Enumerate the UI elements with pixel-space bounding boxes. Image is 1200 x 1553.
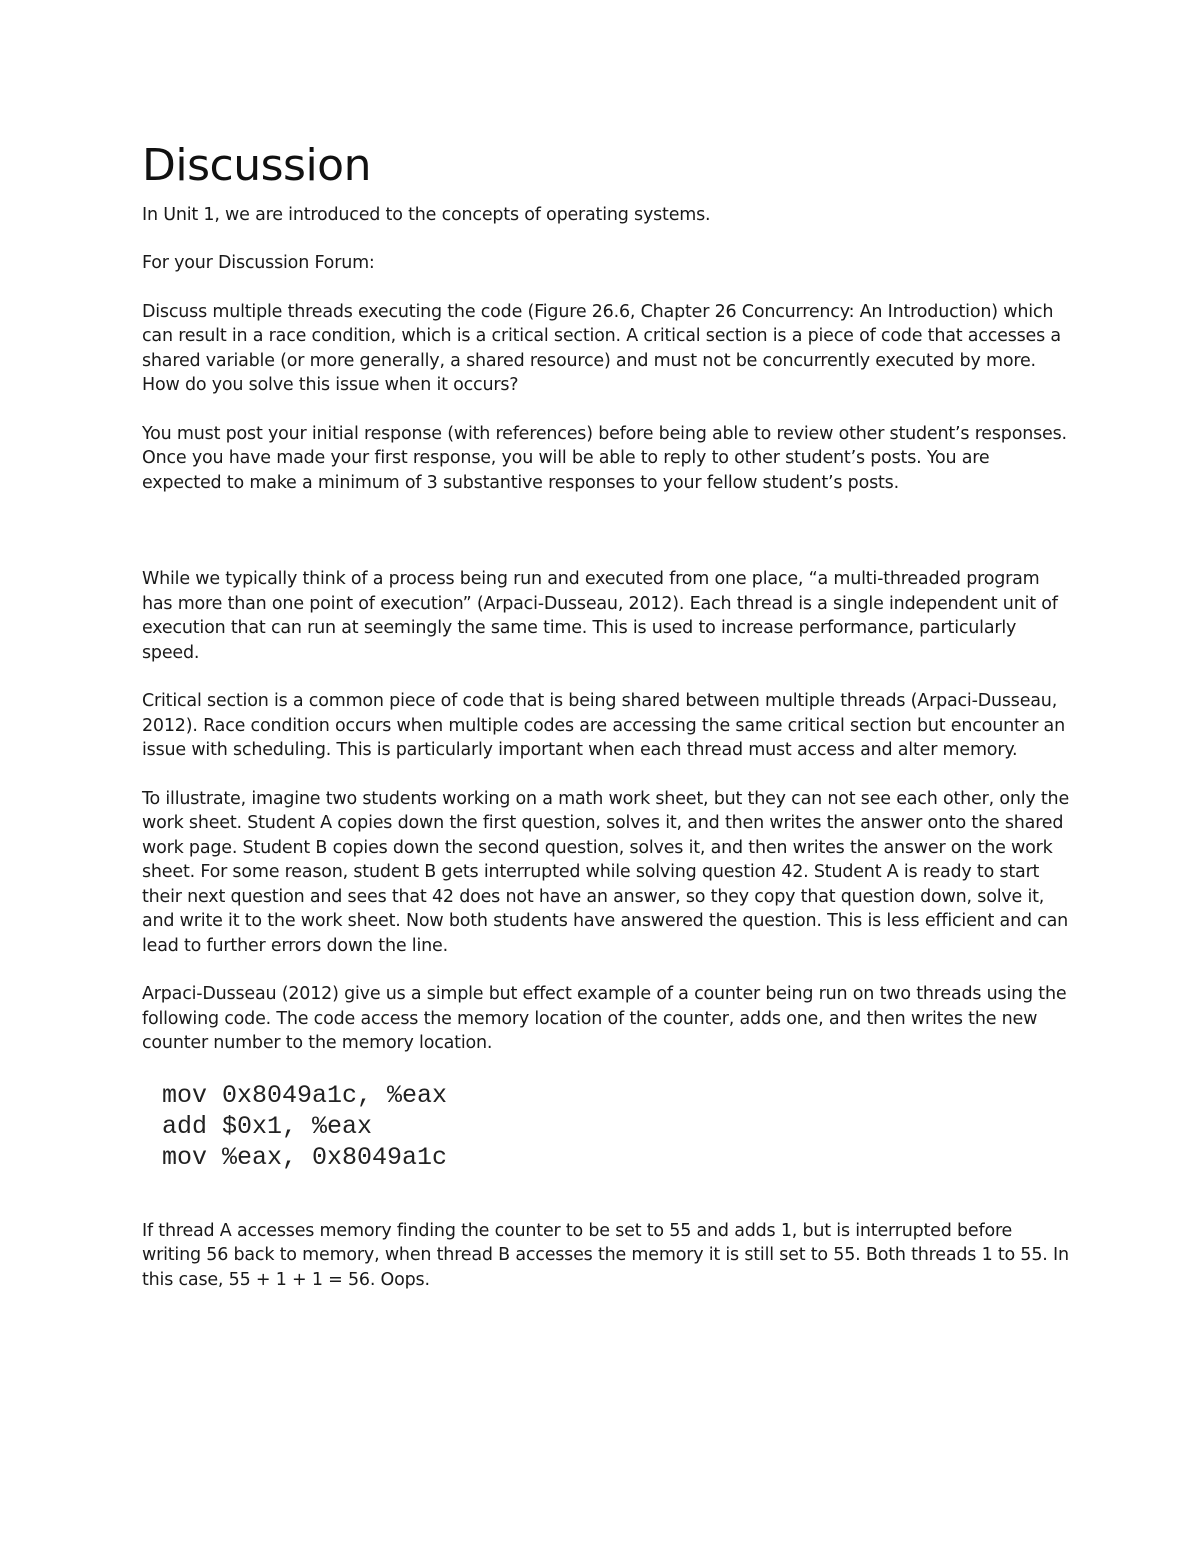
response-paragraph-1: While we typically think of a process being run and executed from one place, “a multi-threaded program has more than one point of execution” (Arpaci-Dusseau, 2012). Each thread is a single independent unit of execution that can run at seemingly the same time. This is used to increase performance, particularly speed. xyxy=(142,569,1058,663)
code-line: add $0x1, %eax xyxy=(162,1111,373,1141)
document-page xyxy=(142,140,1072,1316)
instructions-paragraph: You must post your initial response (with references) before being able to review other student’s responses. Once you have made your first response, you will be able to reply to other student’s posts. You are expected to make a minimum of 3 substantive responses to your fellow student’s posts. xyxy=(142,423,1067,493)
code-block xyxy=(162,1080,1072,1173)
prompt-paragraph: Discuss multiple threads executing the code (Figure 26.6, Chapter 26 Concurrency: An Introduction) which can result in a race condition, which is a critical section. A critical section is a piece of code that accesses a shared variable (or more generally, a shared resource) and must not be concurrently executed by more. How do you solve this issue when it occurs? xyxy=(142,301,1061,396)
response-paragraph-2: Critical section is a common piece of code that is being shared between multiple threads (Arpaci-Dusseau, 2012). Race condition occurs when multiple codes are accessing the same critical section but encounter an issue with scheduling. This is particularly important when each thread must access and alter memory. xyxy=(142,691,1065,761)
intro-paragraph: In Unit 1, we are introduced to the concepts of operating systems. xyxy=(142,204,711,225)
response-paragraph-3: To illustrate, imagine two students working on a math work sheet, but they can not see each other, only the work sheet. Student A copies down the first question, solves it, and then writes the answer onto the shared work page. Student B copies down the second question, solves it, and then writes the answer on the work sheet. For some reason, student B gets interrupted while solving question 42. Student A is ready to start their next question and sees that 42 does not have an answer, so they copy that question down, solve it, and write it to the work sheet. Now both students have answered the question. This is less efficient and can lead to further errors down the line. xyxy=(142,788,1070,956)
page-title: Discussion xyxy=(142,140,371,191)
forum-label: For your Discussion Forum: xyxy=(142,253,375,274)
response-paragraph-4: Arpaci-Dusseau (2012) give us a simple but effect example of a counter being run on two threads using the following code. The code access the memory location of the counter, adds one, and then writes the new counter number to the memory location. xyxy=(142,984,1067,1054)
conclusion-paragraph: If thread A accesses memory finding the counter to be set to 55 and adds 1, but is interrupted before writing 56 back to memory, when thread B accesses the memory it is still set to 55. Both threads 1 to 55. In this case, 55 + 1 + 1 = 56. Oops. xyxy=(142,1220,1069,1290)
code-line: mov 0x8049a1c, %eax xyxy=(162,1080,448,1110)
code-line: mov %eax, 0x8049a1c xyxy=(162,1142,448,1172)
section-spacer xyxy=(142,519,1072,567)
